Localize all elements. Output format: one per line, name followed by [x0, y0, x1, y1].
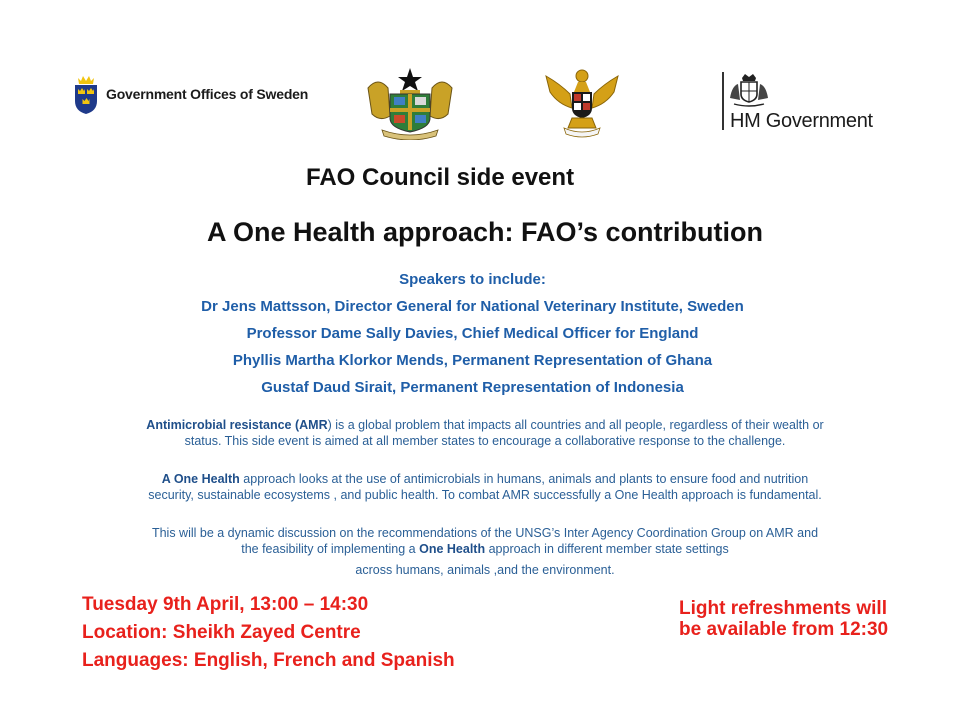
hm-government-text: HM Government — [730, 110, 873, 132]
indonesia-garuda-logo — [544, 64, 620, 138]
three-crowns-shield-icon — [72, 73, 100, 115]
hm-government-logo — [720, 72, 900, 132]
discussion-bold-term: One Health — [419, 542, 486, 556]
event-details — [82, 593, 455, 677]
discussion-line2-pre: the feasibility of implementing a — [241, 542, 420, 556]
sweden-logo-text: Government Offices of Sweden — [106, 86, 309, 102]
speakers-heading: Speakers to include: — [399, 271, 546, 288]
garuda-pancasila-icon — [544, 64, 620, 138]
event-location: Location: Sheikh Zayed Centre — [82, 622, 361, 643]
royal-crest-icon — [728, 72, 770, 108]
amr-bold-term: Antimicrobial resistance (AMR — [146, 418, 328, 432]
speaker-item: Professor Dame Sally Davies, Chief Medical Officer for England — [246, 325, 699, 342]
discussion-line1: This will be a dynamic discussion on the recommendations of the UNSG’s Inter Agency Coordination Group on AMR and — [151, 526, 819, 540]
hm-government-divider — [722, 72, 724, 130]
speaker-item: Phyllis Martha Klorkor Mends, Permanent Representation of Ghana — [232, 352, 713, 369]
event-languages: Languages: English, French and Spanish — [82, 650, 455, 671]
one-health-bold-term: A One Health — [161, 472, 240, 486]
speaker-item: Gustaf Daud Sirait, Permanent Representation of Indonesia — [261, 379, 684, 396]
amr-text-line2: status. This side event is aimed at all member states to encourage a collaborative response to the challenge. — [184, 434, 786, 448]
event-label: FAO Council side event — [306, 164, 575, 191]
discussion-line3: across humans, animals ,and the environment. — [355, 563, 615, 577]
sweden-government-logo — [72, 72, 322, 116]
speaker-item: Dr Jens Mattsson, Director General for National Veterinary Institute, Sweden — [201, 298, 744, 315]
event-title: A One Health approach: FAO’s contribution — [206, 217, 764, 247]
speakers-section — [0, 266, 945, 401]
discussion-paragraph — [70, 525, 900, 578]
one-health-paragraph — [70, 471, 900, 503]
discussion-line2-post: approach in different member state settings — [485, 542, 729, 556]
ghana-coat-of-arms-logo — [364, 66, 456, 140]
amr-paragraph — [70, 417, 900, 449]
event-datetime: Tuesday 9th April, 13:00 – 14:30 — [82, 594, 369, 615]
refreshments-note: Light refreshments will be available from 12:30 — [679, 598, 889, 640]
ghana-coat-of-arms-icon — [364, 66, 456, 140]
one-health-text-line2: security, sustainable ecosystems , and public health. To combat AMR successfully a One Health approach is fundamental. — [148, 488, 822, 502]
amr-text: ) is a global problem that impacts all countries and all people, regardless of their wealth or — [327, 418, 824, 432]
one-health-text: approach looks at the use of antimicrobials in humans, animals and plants to ensure food and nutrition — [239, 472, 809, 486]
